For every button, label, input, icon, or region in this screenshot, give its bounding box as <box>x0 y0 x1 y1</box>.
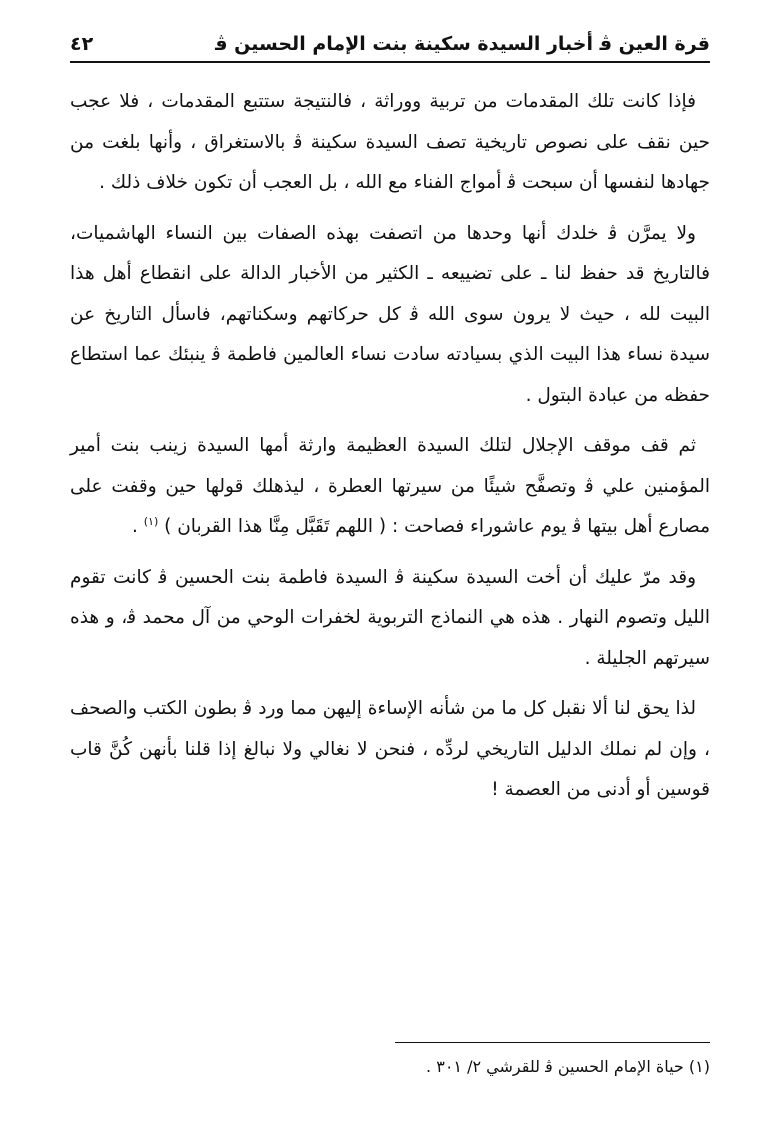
footnote-divider <box>395 1042 710 1043</box>
header-divider <box>70 61 710 63</box>
paragraph-5: لذا يحق لنا ألا نقبل كل ما من شأنه الإساءة إليهن مما ورد ﭬ بطون الكتب والصحف ، وإن لم نملك الدليل التاريخي لردِّه ، فنحن لا نغالي ولا نبالغ إذا قلنا بأنهن كُنَّ قاب قوسين أو أدنى من العصمة ! <box>70 698 710 800</box>
paragraph-2: ولا يمرَّن ﭬ خلدك أنها وحدها من اتصفت بهذه الصفات بين النساء الهاشميات، فالتاريخ قد حفظ لنا ـ على تضييعه ـ الكثير من الأخبار الدالة على انقطاع أهل هذا البيت لله ، حيث لا يرون سوى الله ﭬ كل حركاتهم وسكناتهم، فاسأل التاريخ عن سيدة نساء هذا البيت الذي بسيادته سادت نساء العالمين فاطمة ﭬ ينبئك عما استطاع حفظه من عبادة البتول . <box>70 222 710 406</box>
footnote-reference: (١) <box>143 514 159 528</box>
footnote: (١) حياة الإمام الحسين ﭬ للقرشي ٢/ ٣٠١ . <box>426 1057 710 1076</box>
paragraph-3-text: ثم قف موقف الإجلال لتلك السيدة العظيمة وارثة أمها السيدة زينب بنت أمير المؤمنين علي ﭬ وتصفَّح شيئًا من سيرتها العطرة ، ليذهلك قولها حين وقفت على مصارع أهل بيتها ﭬ يوم عاشوراء فصاحت : ( اللهم تَقَبَّل مِنَّا هذا القربان ) <box>70 435 710 537</box>
paragraph-1: فإذا كانت تلك المقدمات من تربية ووراثة ، فالنتيجة ستتبع المقدمات ، فلا عجب حين نقف على نصوص تاريخية تصف السيدة سكينة ﭬ بالاستغراق ، وأنها بلغت من جهادها لنفسها أن سبحت ﭬ أمواج الفناء مع الله ، بل العجب أن تكون خلاف ذلك . <box>70 91 710 193</box>
paragraph-4: وقد مرّ عليك أن أخت السيدة سكينة ﭬ السيدة فاطمة بنت الحسين ﭬ كانت تقوم الليل وتصوم النهار . هذه هي النماذج التربوية لخفرات الوحي من آل محمد ﭬ، و هذه سيرتهم الجليلة . <box>70 566 710 669</box>
body-text <box>70 82 710 821</box>
paragraph-3 <box>70 426 710 548</box>
page-header <box>70 30 710 58</box>
paragraph-3-end: . <box>131 516 144 537</box>
running-title: قرة العين ﭬ أخبار السيدة سكينة بنت الإمام الحسين ﭬ <box>215 33 710 55</box>
page-number: ٤٢ <box>70 33 94 55</box>
